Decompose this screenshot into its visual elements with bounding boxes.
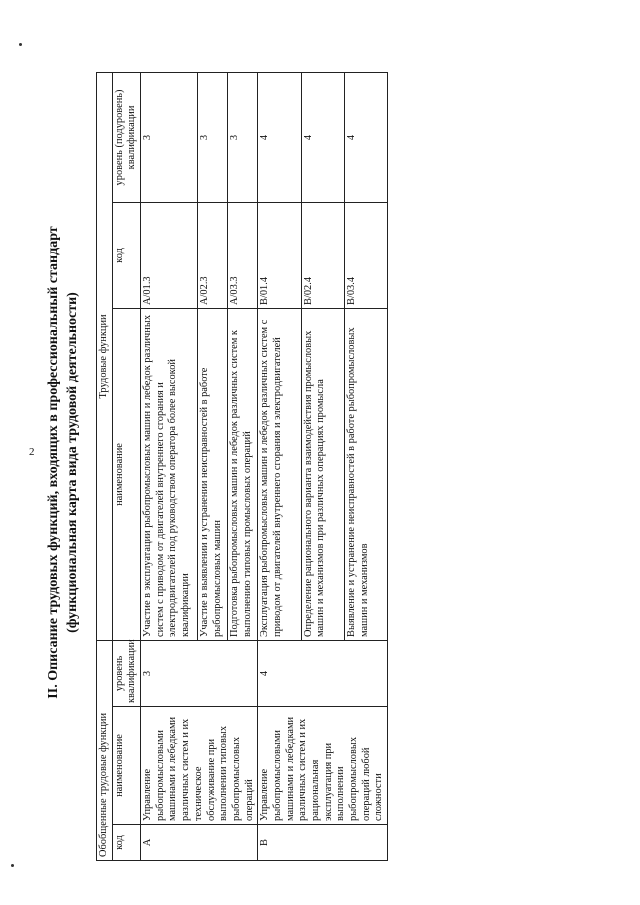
function-level: 4 xyxy=(344,72,387,202)
function-level: 4 xyxy=(301,72,344,202)
table-row xyxy=(258,72,301,860)
function-code: В/01.4 xyxy=(258,202,301,308)
group-code: В xyxy=(258,825,388,861)
page-number: 2 xyxy=(29,446,35,458)
header-function-name: наименование xyxy=(112,308,140,640)
function-code: В/03.4 xyxy=(344,202,387,308)
function-name: Подготовка рыбопромысловых машин и лебедок различных систем к выполнению типовых промысловых операций xyxy=(228,308,258,640)
header-code: код xyxy=(112,825,140,861)
function-code: В/02.4 xyxy=(301,202,344,308)
table-row xyxy=(141,72,198,860)
function-level: 4 xyxy=(258,72,301,202)
section-subtitle: (функциональная карта вида трудовой деятельности) xyxy=(65,292,80,633)
group-code: А xyxy=(141,825,258,861)
function-code: А/02.3 xyxy=(198,202,228,308)
function-name: Выявление и устранение неисправностей в работе рыбопромысловых машин и механизмов xyxy=(344,308,387,640)
header-generalized-functions: Обобщенные трудовые функции xyxy=(97,640,113,860)
function-code: А/01.3 xyxy=(141,202,198,308)
function-name: Участие в эксплуатации рыбопромысловых машин и лебедок различных систем с приводом от двигателей внутреннего сгорания и электродвигателей под руководством оператора более высокой квалификации xyxy=(141,308,198,640)
header-function-code: код xyxy=(112,202,140,308)
group-level: 4 xyxy=(258,640,388,706)
function-level: 3 xyxy=(198,72,228,202)
group-level: 3 xyxy=(141,640,258,706)
section-title: II. Описание трудовых функций, входящих в профессиональный стандарт xyxy=(46,226,61,699)
function-level: 3 xyxy=(141,72,198,202)
header-function-level: уровень (подуровень) квалификации xyxy=(112,72,140,202)
function-name: Определение рационального варианта взаимодействия промысловых машин и механизмов при различных операциях промысла xyxy=(301,308,344,640)
header-level: уровень квалификации xyxy=(112,640,140,706)
function-name: Эксплуатация рыбопромысловых машин и лебедок различных систем с приводом от двигателей внутреннего сгорания и электродвигателей xyxy=(258,308,301,640)
function-level: 3 xyxy=(228,72,258,202)
group-name: Управление рыбопромысловыми машинами и лебедками различных систем и их техническое обслуживание при выполнении типовых рыбопромысловых операций xyxy=(141,707,258,825)
function-name: Участие в выявлении и устранении неисправностей в работе рыбопромысловых машин xyxy=(198,308,228,640)
group-name: Управление рыбопромысловыми машинами и лебедками различных систем и их рациональная эксплуатация при выполнении рыбопромысловых операций любой сложности xyxy=(258,707,388,825)
functional-map-table xyxy=(96,72,388,861)
header-name: наименование xyxy=(112,707,140,825)
header-labor-functions: Трудовые функции xyxy=(97,72,113,640)
function-code: А/03.3 xyxy=(228,202,258,308)
